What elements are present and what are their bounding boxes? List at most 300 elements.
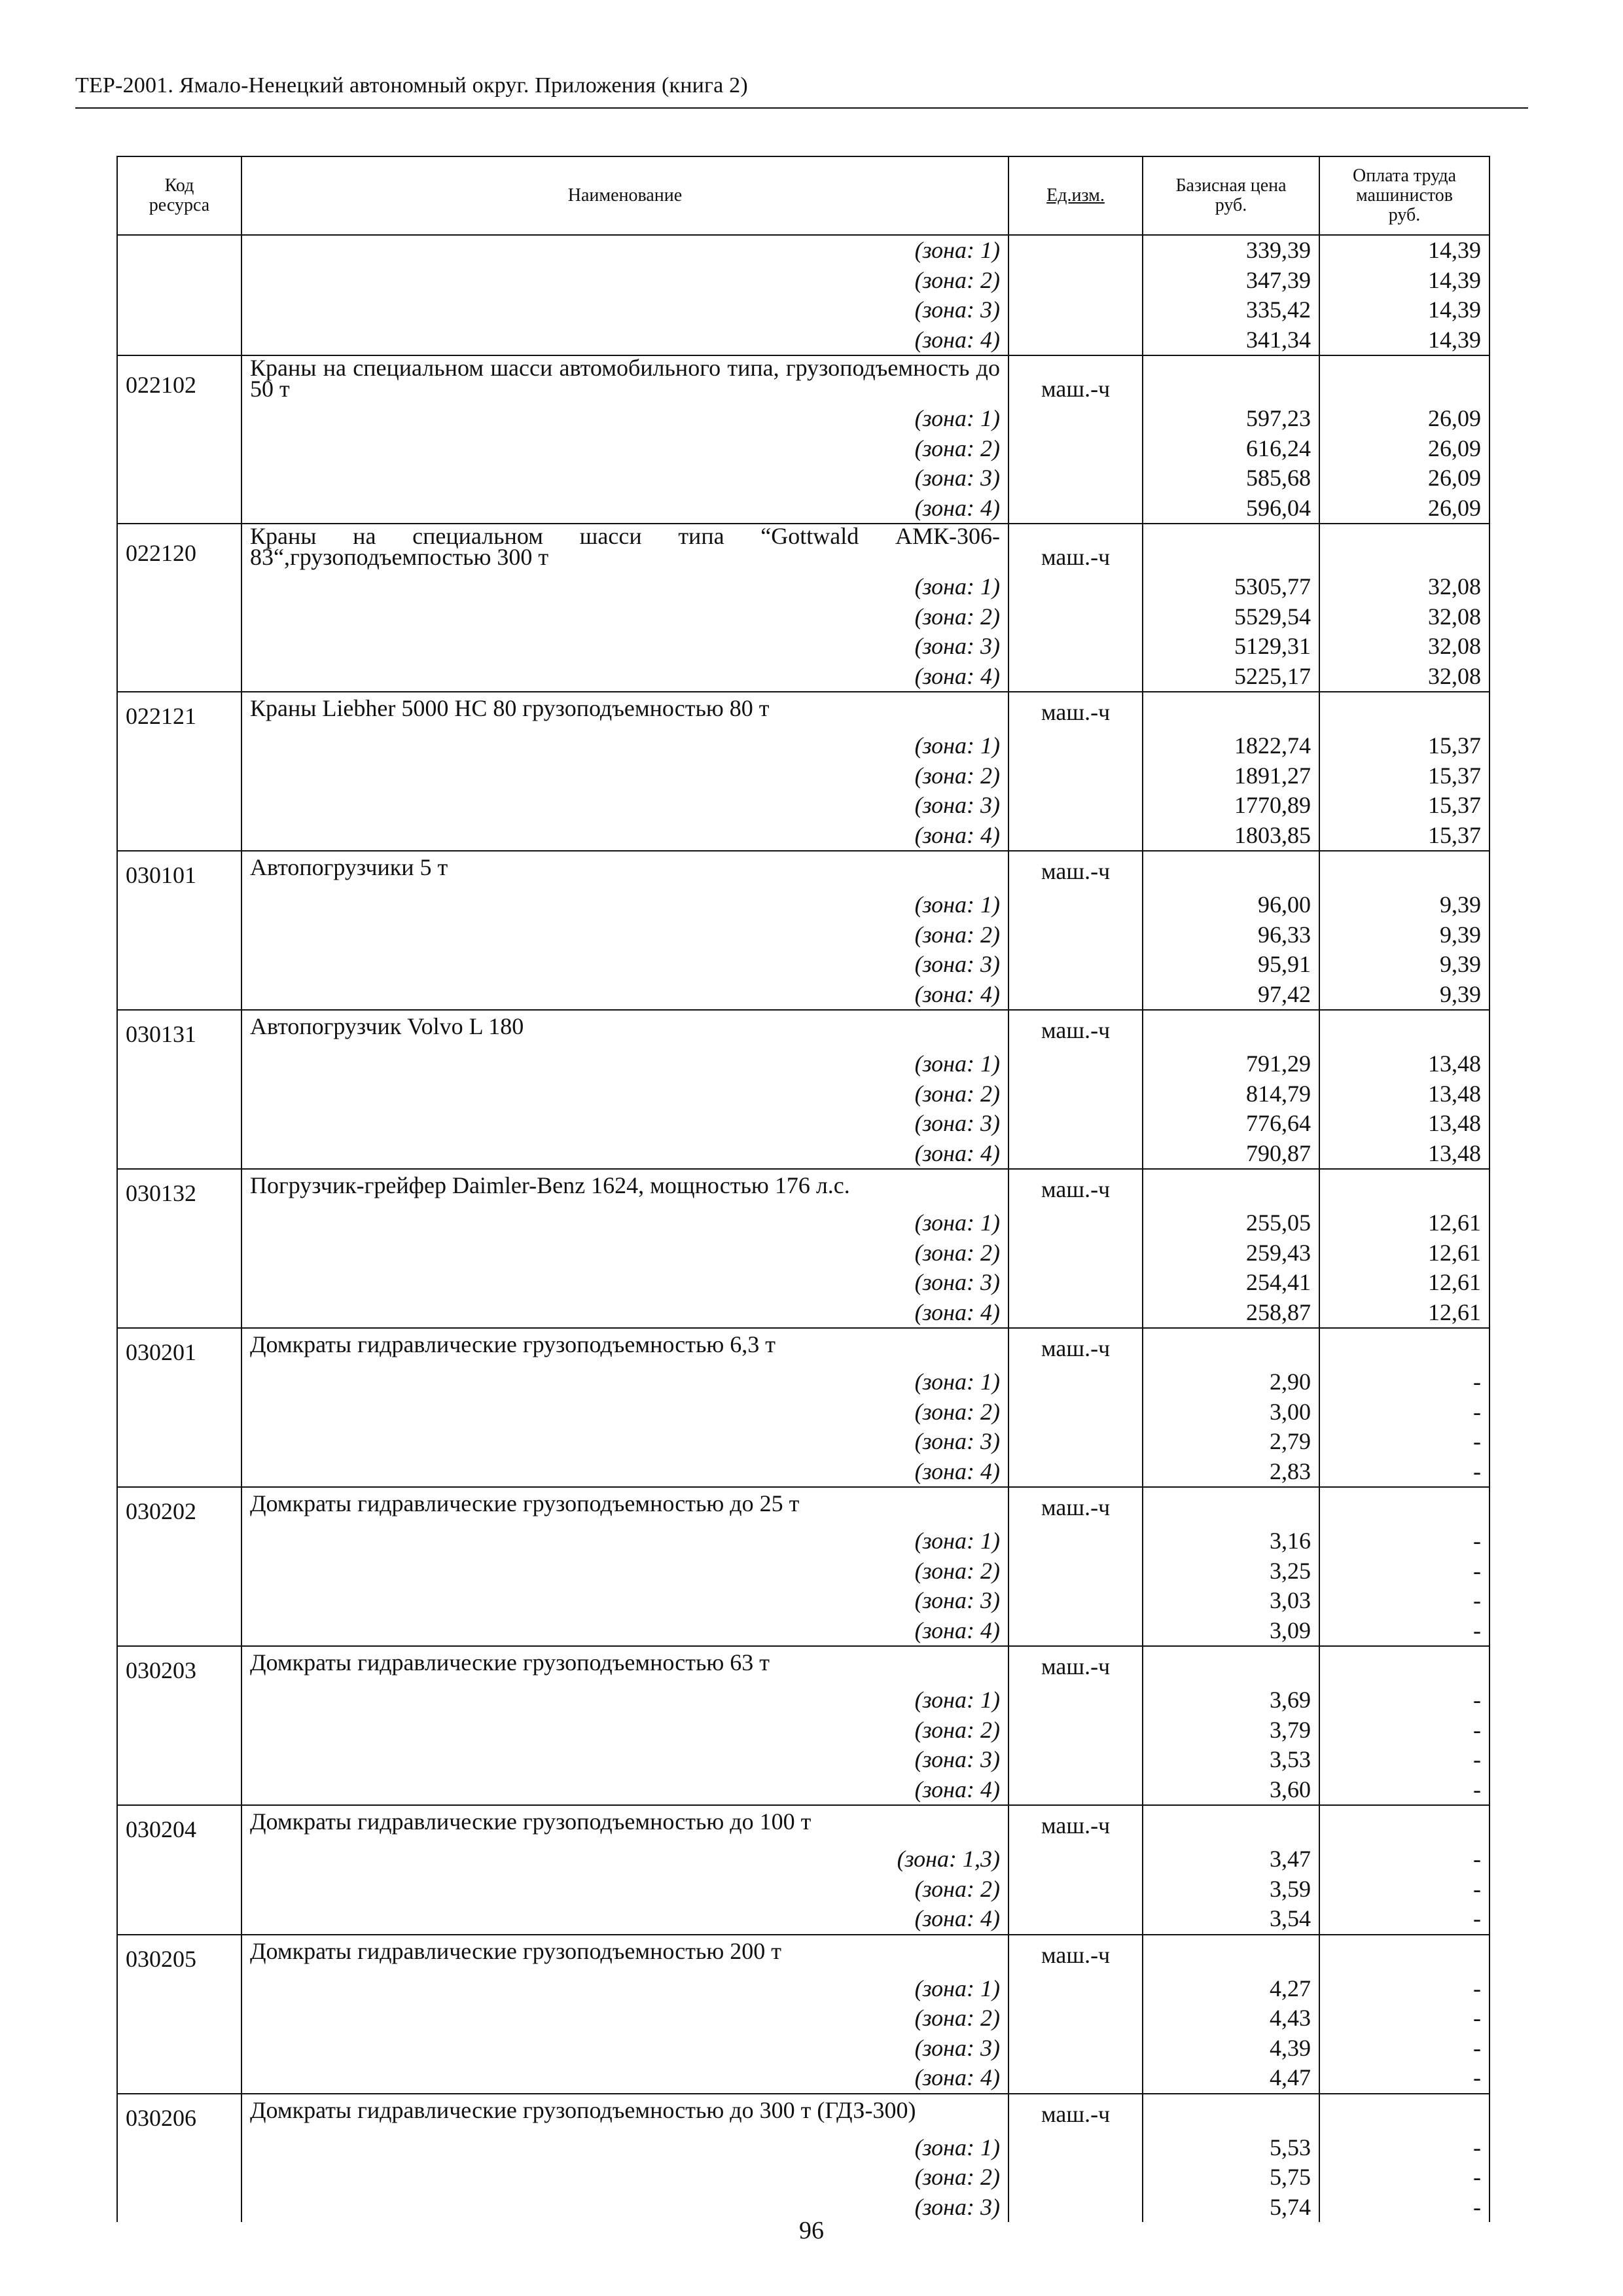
- zone-code-cell: [117, 1844, 241, 1874]
- zone-pay: -: [1319, 1685, 1489, 1715]
- zone-unit-cell: [1008, 2003, 1143, 2034]
- resource-price-cell: [1143, 851, 1319, 890]
- zone-unit-cell: [1008, 1079, 1143, 1109]
- resource-name: Домкраты гидравлические грузоподъемностью до 25 т: [241, 1487, 1008, 1526]
- zone-price: 814,79: [1143, 1079, 1319, 1109]
- zone-row: [117, 572, 1489, 602]
- zone-price: 585,68: [1143, 463, 1319, 493]
- resource-pay-cell: [1319, 1805, 1489, 1844]
- zone-pay: 9,39: [1319, 920, 1489, 950]
- resource-name: Домкраты гидравлические грузоподъемностью 6,3 т: [241, 1328, 1008, 1367]
- zone-unit-cell: [1008, 2133, 1143, 2163]
- zone-unit-cell: [1008, 1904, 1143, 1935]
- zone-price: 96,33: [1143, 920, 1319, 950]
- resource-price-cell: [1143, 1935, 1319, 1974]
- zone-code-cell: [117, 2003, 241, 2034]
- zone-row: [117, 1268, 1489, 1298]
- zone-label: (зона: 1): [241, 572, 1008, 602]
- zone-row: [117, 821, 1489, 852]
- zone-label: (зона: 2): [241, 2162, 1008, 2193]
- resource-code: 030206: [117, 2094, 241, 2133]
- zone-code-cell: [117, 791, 241, 821]
- zone-price: 3,59: [1143, 1874, 1319, 1905]
- zone-price: 341,34: [1143, 325, 1319, 356]
- zone-label: (зона: 2): [241, 2003, 1008, 2034]
- zone-unit-cell: [1008, 1049, 1143, 1079]
- zone-unit-cell: [1008, 950, 1143, 980]
- resource-row: [117, 2094, 1489, 2133]
- zone-code-cell: [117, 1904, 241, 1935]
- zone-code-cell: [117, 1049, 241, 1079]
- zone-label: (зона: 1): [241, 1208, 1008, 1238]
- zone-pay: 14,39: [1319, 266, 1489, 296]
- resource-row: [117, 1169, 1489, 1208]
- resource-pay-cell: [1319, 1487, 1489, 1526]
- zone-pay: 15,37: [1319, 791, 1489, 821]
- resource-pay-cell: [1319, 1646, 1489, 1685]
- zone-label: (зона: 3): [241, 1745, 1008, 1775]
- zone-code-cell: [117, 1974, 241, 2004]
- zone-code-cell: [117, 1079, 241, 1109]
- zone-label: (зона: 2): [241, 1397, 1008, 1427]
- zone-code-cell: [117, 950, 241, 980]
- zone-pay: -: [1319, 1367, 1489, 1397]
- zone-label: (зона: 3): [241, 295, 1008, 325]
- zone-row: [117, 1556, 1489, 1587]
- zone-code-cell: [117, 325, 241, 356]
- zone-price: 2,90: [1143, 1367, 1319, 1397]
- zone-pay: -: [1319, 2133, 1489, 2163]
- column-header-code-line: ресурса: [149, 195, 210, 215]
- zone-label: (зона: 4): [241, 980, 1008, 1011]
- resource-unit: маш.-ч: [1008, 1328, 1143, 1367]
- zone-pay: 32,08: [1319, 602, 1489, 632]
- column-header-pay-line: руб.: [1388, 205, 1421, 225]
- zone-row: [117, 1427, 1489, 1457]
- zone-price: 596,04: [1143, 493, 1319, 524]
- zone-label: (зона: 3): [241, 950, 1008, 980]
- zone-price: 3,25: [1143, 1556, 1319, 1587]
- zone-unit-cell: [1008, 662, 1143, 692]
- zone-pay: -: [1319, 1745, 1489, 1775]
- zone-label: (зона: 3): [241, 1586, 1008, 1616]
- zone-label: (зона: 1): [241, 2133, 1008, 2163]
- zone-label: (зона: 2): [241, 434, 1008, 464]
- zone-label: (зона: 4): [241, 1298, 1008, 1329]
- zone-label: (зона: 1): [241, 404, 1008, 434]
- zone-row: [117, 1139, 1489, 1170]
- resource-name: Автопогрузчики 5 т: [241, 851, 1008, 890]
- zone-row: [117, 2162, 1489, 2193]
- zone-row: [117, 1457, 1489, 1488]
- zone-price: 255,05: [1143, 1208, 1319, 1238]
- resource-pay-cell: [1319, 355, 1489, 404]
- zone-price: 259,43: [1143, 1238, 1319, 1268]
- table-header-row: [117, 156, 1489, 235]
- zone-label: (зона: 4): [241, 1139, 1008, 1170]
- resource-price-cell: [1143, 524, 1319, 572]
- zone-pay: 14,39: [1319, 235, 1489, 266]
- zone-row: [117, 950, 1489, 980]
- resource-name: Краны Liebher 5000 НС 80 грузоподъемностью 80 т: [241, 692, 1008, 731]
- zone-code-cell: [117, 1616, 241, 1647]
- zone-unit-cell: [1008, 1139, 1143, 1170]
- zone-code-cell: [117, 1775, 241, 1806]
- zone-code-cell: [117, 404, 241, 434]
- zone-label: (зона: 4): [241, 1775, 1008, 1806]
- zone-row: [117, 2063, 1489, 2094]
- zone-pay: -: [1319, 2034, 1489, 2064]
- zone-unit-cell: [1008, 632, 1143, 662]
- resource-code: 030101: [117, 851, 241, 890]
- zone-pay: -: [1319, 1397, 1489, 1427]
- zone-code-cell: [117, 1367, 241, 1397]
- resource-name: Домкраты гидравлические грузоподъемностью 200 т: [241, 1935, 1008, 1974]
- zone-unit-cell: [1008, 1974, 1143, 2004]
- zone-code-cell: [117, 1526, 241, 1556]
- resource-pay-cell: [1319, 692, 1489, 731]
- zone-label: (зона: 3): [241, 1109, 1008, 1139]
- zone-pay: -: [1319, 1427, 1489, 1457]
- zone-pay: 15,37: [1319, 761, 1489, 791]
- zone-unit-cell: [1008, 572, 1143, 602]
- zone-unit-cell: [1008, 1844, 1143, 1874]
- resource-row: [117, 524, 1489, 572]
- zone-pay: -: [1319, 1974, 1489, 2004]
- zone-pay: 13,48: [1319, 1139, 1489, 1170]
- zone-row: [117, 1238, 1489, 1268]
- column-header-price: [1143, 156, 1319, 235]
- zone-code-cell: [117, 890, 241, 920]
- zone-label: (зона: 4): [241, 1457, 1008, 1488]
- zone-pay: 14,39: [1319, 325, 1489, 356]
- zone-label: (зона: 1): [241, 235, 1008, 266]
- resource-pay-cell: [1319, 1169, 1489, 1208]
- zone-price: 3,47: [1143, 1844, 1319, 1874]
- zone-unit-cell: [1008, 295, 1143, 325]
- zone-price: 254,41: [1143, 1268, 1319, 1298]
- resource-code: 030203: [117, 1646, 241, 1685]
- zone-label: (зона: 4): [241, 325, 1008, 356]
- zone-price: 5129,31: [1143, 632, 1319, 662]
- zone-pay: 12,61: [1319, 1208, 1489, 1238]
- zone-unit-cell: [1008, 761, 1143, 791]
- zone-label: (зона: 4): [241, 1616, 1008, 1647]
- zone-row: [117, 1715, 1489, 1746]
- zone-price: 616,24: [1143, 434, 1319, 464]
- zone-row: [117, 295, 1489, 325]
- zone-row: [117, 493, 1489, 524]
- zone-row: [117, 1844, 1489, 1874]
- zone-row: [117, 1974, 1489, 2004]
- resource-name: Автопогрузчик Volvo L 180: [241, 1010, 1008, 1049]
- column-header-code: [117, 156, 241, 235]
- zone-code-cell: [117, 2133, 241, 2163]
- zone-pay: -: [1319, 1616, 1489, 1647]
- zone-pay: 9,39: [1319, 890, 1489, 920]
- zone-row: [117, 404, 1489, 434]
- zone-code-cell: [117, 235, 241, 266]
- zone-row: [117, 1904, 1489, 1935]
- page-header: ТЕР-2001. Ямало-Ненецкий автономный округ. Приложения (книга 2): [75, 73, 748, 98]
- resource-code: 030205: [117, 1935, 241, 1974]
- zone-label: (зона: 1): [241, 1367, 1008, 1397]
- resource-code: 022121: [117, 692, 241, 731]
- zone-row: [117, 1685, 1489, 1715]
- resource-unit: маш.-ч: [1008, 524, 1143, 572]
- zone-label: (зона: 1): [241, 1974, 1008, 2004]
- zone-pay: 12,61: [1319, 1298, 1489, 1329]
- zone-unit-cell: [1008, 266, 1143, 296]
- zone-price: 3,09: [1143, 1616, 1319, 1647]
- zone-row: [117, 1526, 1489, 1556]
- column-header-price-line: Базисная цена: [1175, 175, 1287, 196]
- zone-pay: 26,09: [1319, 463, 1489, 493]
- resource-unit: маш.-ч: [1008, 692, 1143, 731]
- header-rule: [75, 107, 1528, 109]
- resource-price-cell: [1143, 1010, 1319, 1049]
- zone-label: (зона: 3): [241, 791, 1008, 821]
- zone-label: (зона: 1): [241, 1685, 1008, 1715]
- zone-code-cell: [117, 572, 241, 602]
- zone-pay: -: [1319, 1904, 1489, 1935]
- zone-unit-cell: [1008, 1208, 1143, 1238]
- zone-unit-cell: [1008, 1745, 1143, 1775]
- zone-price: 3,53: [1143, 1745, 1319, 1775]
- zone-code-cell: [117, 1298, 241, 1329]
- page-number: 96: [799, 2217, 824, 2244]
- resource-code: 030202: [117, 1487, 241, 1526]
- resource-row: [117, 1328, 1489, 1367]
- zone-row: [117, 2133, 1489, 2163]
- resource-row: [117, 1646, 1489, 1685]
- zone-price: 3,69: [1143, 1685, 1319, 1715]
- zone-pay: 15,37: [1319, 821, 1489, 852]
- resource-unit: маш.-ч: [1008, 1169, 1143, 1208]
- zone-price: 1822,74: [1143, 731, 1319, 761]
- zone-pay: -: [1319, 1844, 1489, 1874]
- resource-pay-cell: [1319, 1328, 1489, 1367]
- zone-row: [117, 235, 1489, 266]
- zone-code-cell: [117, 602, 241, 632]
- zone-unit-cell: [1008, 493, 1143, 524]
- zone-price: 258,87: [1143, 1298, 1319, 1329]
- zone-price: 790,87: [1143, 1139, 1319, 1170]
- zone-label: (зона: 2): [241, 602, 1008, 632]
- zone-price: 335,42: [1143, 295, 1319, 325]
- zone-unit-cell: [1008, 1586, 1143, 1616]
- resource-unit: маш.-ч: [1008, 2094, 1143, 2133]
- zone-row: [117, 463, 1489, 493]
- column-header-pay-line: Оплата труда: [1352, 166, 1456, 186]
- zone-unit-cell: [1008, 920, 1143, 950]
- zone-unit-cell: [1008, 1556, 1143, 1587]
- zone-unit-cell: [1008, 1427, 1143, 1457]
- zone-code-cell: [117, 1268, 241, 1298]
- zone-price: 2,79: [1143, 1427, 1319, 1457]
- zone-price: 3,60: [1143, 1775, 1319, 1806]
- zone-price: 5,53: [1143, 2133, 1319, 2163]
- zone-row: [117, 1298, 1489, 1329]
- zone-code-cell: [117, 1685, 241, 1715]
- zone-price: 4,43: [1143, 2003, 1319, 2034]
- resource-unit: маш.-ч: [1008, 851, 1143, 890]
- resource-row: [117, 1805, 1489, 1844]
- resource-price-cell: [1143, 2094, 1319, 2133]
- zone-price: 5,74: [1143, 2193, 1319, 2223]
- column-header-code-line: Код: [164, 175, 194, 196]
- zone-code-cell: [117, 761, 241, 791]
- zone-code-cell: [117, 1397, 241, 1427]
- zone-pay: 32,08: [1319, 662, 1489, 692]
- zone-unit-cell: [1008, 463, 1143, 493]
- column-header-pay-line: машинистов: [1356, 185, 1453, 206]
- zone-row: [117, 1079, 1489, 1109]
- zone-code-cell: [117, 463, 241, 493]
- zone-code-cell: [117, 1745, 241, 1775]
- zone-label: (зона: 2): [241, 761, 1008, 791]
- zone-price: 597,23: [1143, 404, 1319, 434]
- zone-unit-cell: [1008, 1298, 1143, 1329]
- zone-row: [117, 2034, 1489, 2064]
- zone-price: 776,64: [1143, 1109, 1319, 1139]
- zone-unit-cell: [1008, 1616, 1143, 1647]
- zone-code-cell: [117, 1457, 241, 1488]
- zone-row: [117, 662, 1489, 692]
- zone-pay: -: [1319, 1457, 1489, 1488]
- zone-label: (зона: 4): [241, 821, 1008, 852]
- zone-pay: 26,09: [1319, 434, 1489, 464]
- zone-code-cell: [117, 1715, 241, 1746]
- zone-unit-cell: [1008, 1775, 1143, 1806]
- zone-unit-cell: [1008, 1526, 1143, 1556]
- zone-code-cell: [117, 266, 241, 296]
- zone-code-cell: [117, 1874, 241, 1905]
- zone-code-cell: [117, 2063, 241, 2094]
- resource-code: 022102: [117, 355, 241, 404]
- resource-code: 030204: [117, 1805, 241, 1844]
- zone-pay: -: [1319, 2162, 1489, 2193]
- zone-row: [117, 1208, 1489, 1238]
- zone-pay: -: [1319, 1556, 1489, 1587]
- zone-label: (зона: 2): [241, 920, 1008, 950]
- zone-pay: 12,61: [1319, 1238, 1489, 1268]
- zone-unit-cell: [1008, 1109, 1143, 1139]
- zone-label: (зона: 3): [241, 1268, 1008, 1298]
- resource-pay-cell: [1319, 1935, 1489, 1974]
- resource-pay-cell: [1319, 851, 1489, 890]
- column-header-pay: [1319, 156, 1489, 235]
- zone-code-cell: [117, 731, 241, 761]
- zone-price: 97,42: [1143, 980, 1319, 1011]
- zone-row: [117, 602, 1489, 632]
- zone-pay: 32,08: [1319, 632, 1489, 662]
- zone-unit-cell: [1008, 1874, 1143, 1905]
- zone-label: (зона: 1): [241, 731, 1008, 761]
- resource-pay-cell: [1319, 2094, 1489, 2133]
- zone-label: (зона: 1): [241, 1049, 1008, 1079]
- table-body: [117, 235, 1489, 2222]
- zone-pay: -: [1319, 2063, 1489, 2094]
- zone-unit-cell: [1008, 890, 1143, 920]
- zone-label: (зона: 3): [241, 2034, 1008, 2064]
- zone-unit-cell: [1008, 404, 1143, 434]
- zone-unit-cell: [1008, 1268, 1143, 1298]
- resource-row: [117, 1010, 1489, 1049]
- zone-pay: 13,48: [1319, 1109, 1489, 1139]
- resource-pay-cell: [1319, 1010, 1489, 1049]
- zone-row: [117, 434, 1489, 464]
- zone-unit-cell: [1008, 2063, 1143, 2094]
- resource-price-cell: [1143, 1328, 1319, 1367]
- zone-price: 96,00: [1143, 890, 1319, 920]
- resource-row: [117, 1487, 1489, 1526]
- zone-row: [117, 791, 1489, 821]
- zone-pay: -: [1319, 1775, 1489, 1806]
- zone-code-cell: [117, 2034, 241, 2064]
- zone-label: (зона: 4): [241, 662, 1008, 692]
- zone-row: [117, 731, 1489, 761]
- zone-pay: -: [1319, 2193, 1489, 2223]
- zone-row: [117, 761, 1489, 791]
- zone-row: [117, 1109, 1489, 1139]
- zone-code-cell: [117, 434, 241, 464]
- zone-unit-cell: [1008, 2034, 1143, 2064]
- zone-code-cell: [117, 980, 241, 1011]
- resource-price-cell: [1143, 692, 1319, 731]
- zone-label: (зона: 3): [241, 2193, 1008, 2223]
- zone-unit-cell: [1008, 325, 1143, 356]
- zone-price: 3,00: [1143, 1397, 1319, 1427]
- zone-pay: 9,39: [1319, 980, 1489, 1011]
- zone-row: [117, 1775, 1489, 1806]
- zone-label: (зона: 2): [241, 1556, 1008, 1587]
- zone-price: 1770,89: [1143, 791, 1319, 821]
- resource-name: Погрузчик-грейфер Daimler-Benz 1624, мощностью 176 л.с.: [241, 1169, 1008, 1208]
- zone-price: 95,91: [1143, 950, 1319, 980]
- zone-code-cell: [117, 1109, 241, 1139]
- zone-code-cell: [117, 1427, 241, 1457]
- zone-pay: -: [1319, 1874, 1489, 1905]
- zone-row: [117, 1616, 1489, 1647]
- resource-price-cell: [1143, 1805, 1319, 1844]
- zone-price: 4,27: [1143, 1974, 1319, 2004]
- resource-code: 030201: [117, 1328, 241, 1367]
- zone-row: [117, 1367, 1489, 1397]
- zone-row: [117, 266, 1489, 296]
- zone-pay: 15,37: [1319, 731, 1489, 761]
- resource-price-cell: [1143, 355, 1319, 404]
- zone-unit-cell: [1008, 1715, 1143, 1746]
- zone-pay: 26,09: [1319, 404, 1489, 434]
- resource-name: Краны на специальном шасси автомобильного типа, грузоподъемность до 50 т: [241, 355, 1008, 404]
- zone-label: (зона: 4): [241, 2063, 1008, 2094]
- resource-unit: маш.-ч: [1008, 1010, 1143, 1049]
- zone-unit-cell: [1008, 1367, 1143, 1397]
- zone-code-cell: [117, 632, 241, 662]
- zone-price: 4,47: [1143, 2063, 1319, 2094]
- zone-unit-cell: [1008, 1457, 1143, 1488]
- resource-row: [117, 1935, 1489, 1974]
- resource-row: [117, 851, 1489, 890]
- zone-price: 1891,27: [1143, 761, 1319, 791]
- column-header-name: [241, 156, 1008, 235]
- resource-price-cell: [1143, 1169, 1319, 1208]
- zone-unit-cell: [1008, 1685, 1143, 1715]
- zone-pay: 9,39: [1319, 950, 1489, 980]
- zone-code-cell: [117, 920, 241, 950]
- zone-row: [117, 2003, 1489, 2034]
